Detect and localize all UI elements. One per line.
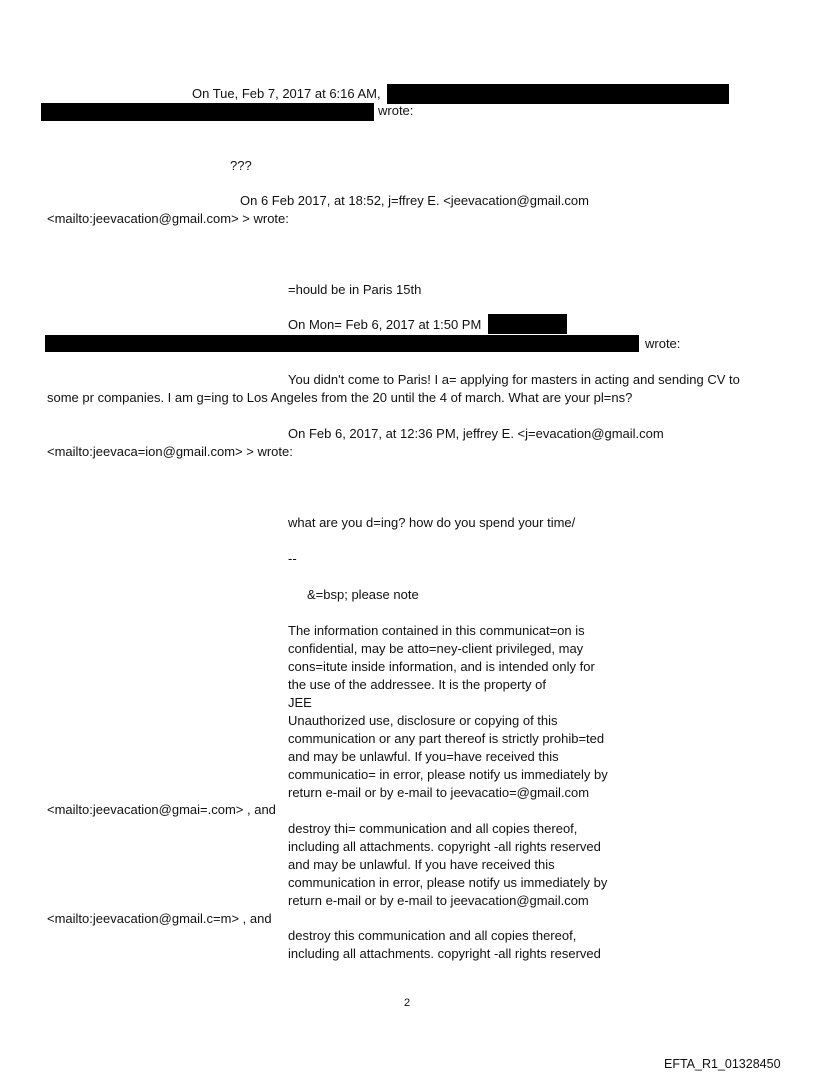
disclaimer-mailto: <mailto:jeevacation@gmail.c=m> , and	[47, 911, 272, 926]
reply-header: On 6 Feb 2017, at 18:52, j=ffrey E. <jeevacation@gmail.com	[240, 193, 589, 208]
disclaimer-line: communicatio= in error, please notify us immediately by	[288, 767, 608, 782]
disclaimer-line: destroy thi= communication and all copies thereof,	[288, 821, 578, 836]
disclaimer-line: destroy this communication and all copies thereof,	[288, 928, 577, 943]
disclaimer-line: communication in error, please notify us immediately by	[288, 875, 608, 890]
disclaimer-line: confidential, may be atto=ney-client privileged, may	[288, 641, 584, 656]
disclaimer-line: and may be unlawful. If you have received this	[288, 857, 555, 872]
disclaimer-line: including all attachments. copyright -all rights reserved	[288, 946, 601, 961]
message-text: =hould be in Paris 15th	[288, 282, 422, 297]
reply-header-date: On Tue, Feb 7, 2017 at 6:16 AM,	[192, 86, 381, 101]
disclaimer-line: and may be unlawful. If you=have received this	[288, 749, 559, 764]
reply-header: On Feb 6, 2017, at 12:36 PM, jeffrey E. <j=evacation@gmail.com	[288, 426, 664, 441]
disclaimer-line: return e-mail or by e-mail to jeevacatio=@gmail.com	[288, 785, 590, 800]
reply-header-date: On Mon= Feb 6, 2017 at 1:50 PM	[288, 317, 482, 332]
reply-header-wrote: wrote:	[378, 103, 414, 118]
disclaimer-line: the use of the addressee. It is the property of	[288, 677, 546, 692]
disclaimer-line: cons=itute inside information, and is intended only for	[288, 659, 595, 674]
reply-header-wrote: wrote:	[645, 336, 681, 351]
redaction-bar	[488, 314, 567, 334]
disclaimer-line: return e-mail or by e-mail to jeevacation@gmail.com	[288, 893, 589, 908]
disclaimer-line: including all attachments. copyright -all rights reserved	[288, 839, 601, 854]
disclaimer-line: JEE	[288, 695, 312, 710]
reply-header-mailto: <mailto:jeevacation@gmail.com> > wrote:	[47, 211, 289, 226]
disclaimer-line: communication or any part thereof is strictly prohib=ted	[288, 731, 605, 746]
message-text: some pr companies. I am g=ing to Los Angeles from the 20 until the 4 of march. What are your pl=ns?	[47, 390, 633, 405]
message-text: ???	[230, 158, 252, 173]
disclaimer-line: Unauthorized use, disclosure or copying of this	[288, 713, 558, 728]
redaction-bar	[41, 103, 374, 121]
bates-number: EFTA_R1_01328450	[664, 1057, 781, 1071]
page-number: 2	[404, 997, 411, 1009]
signature-note: &=bsp; please note	[307, 587, 419, 602]
disclaimer-mailto: <mailto:jeevacation@gmai=.com> , and	[47, 802, 276, 817]
redaction-bar	[387, 84, 729, 104]
message-text: what are you d=ing? how do you spend your time/	[288, 515, 576, 530]
message-text: You didn't come to Paris! I a= applying for masters in acting and sending CV to	[288, 372, 740, 387]
signature-separator: --	[288, 551, 297, 566]
redaction-bar	[45, 335, 639, 352]
disclaimer-line: The information contained in this communicat=on is	[288, 623, 585, 638]
reply-header-mailto: <mailto:jeevaca=ion@gmail.com> > wrote:	[47, 444, 293, 459]
